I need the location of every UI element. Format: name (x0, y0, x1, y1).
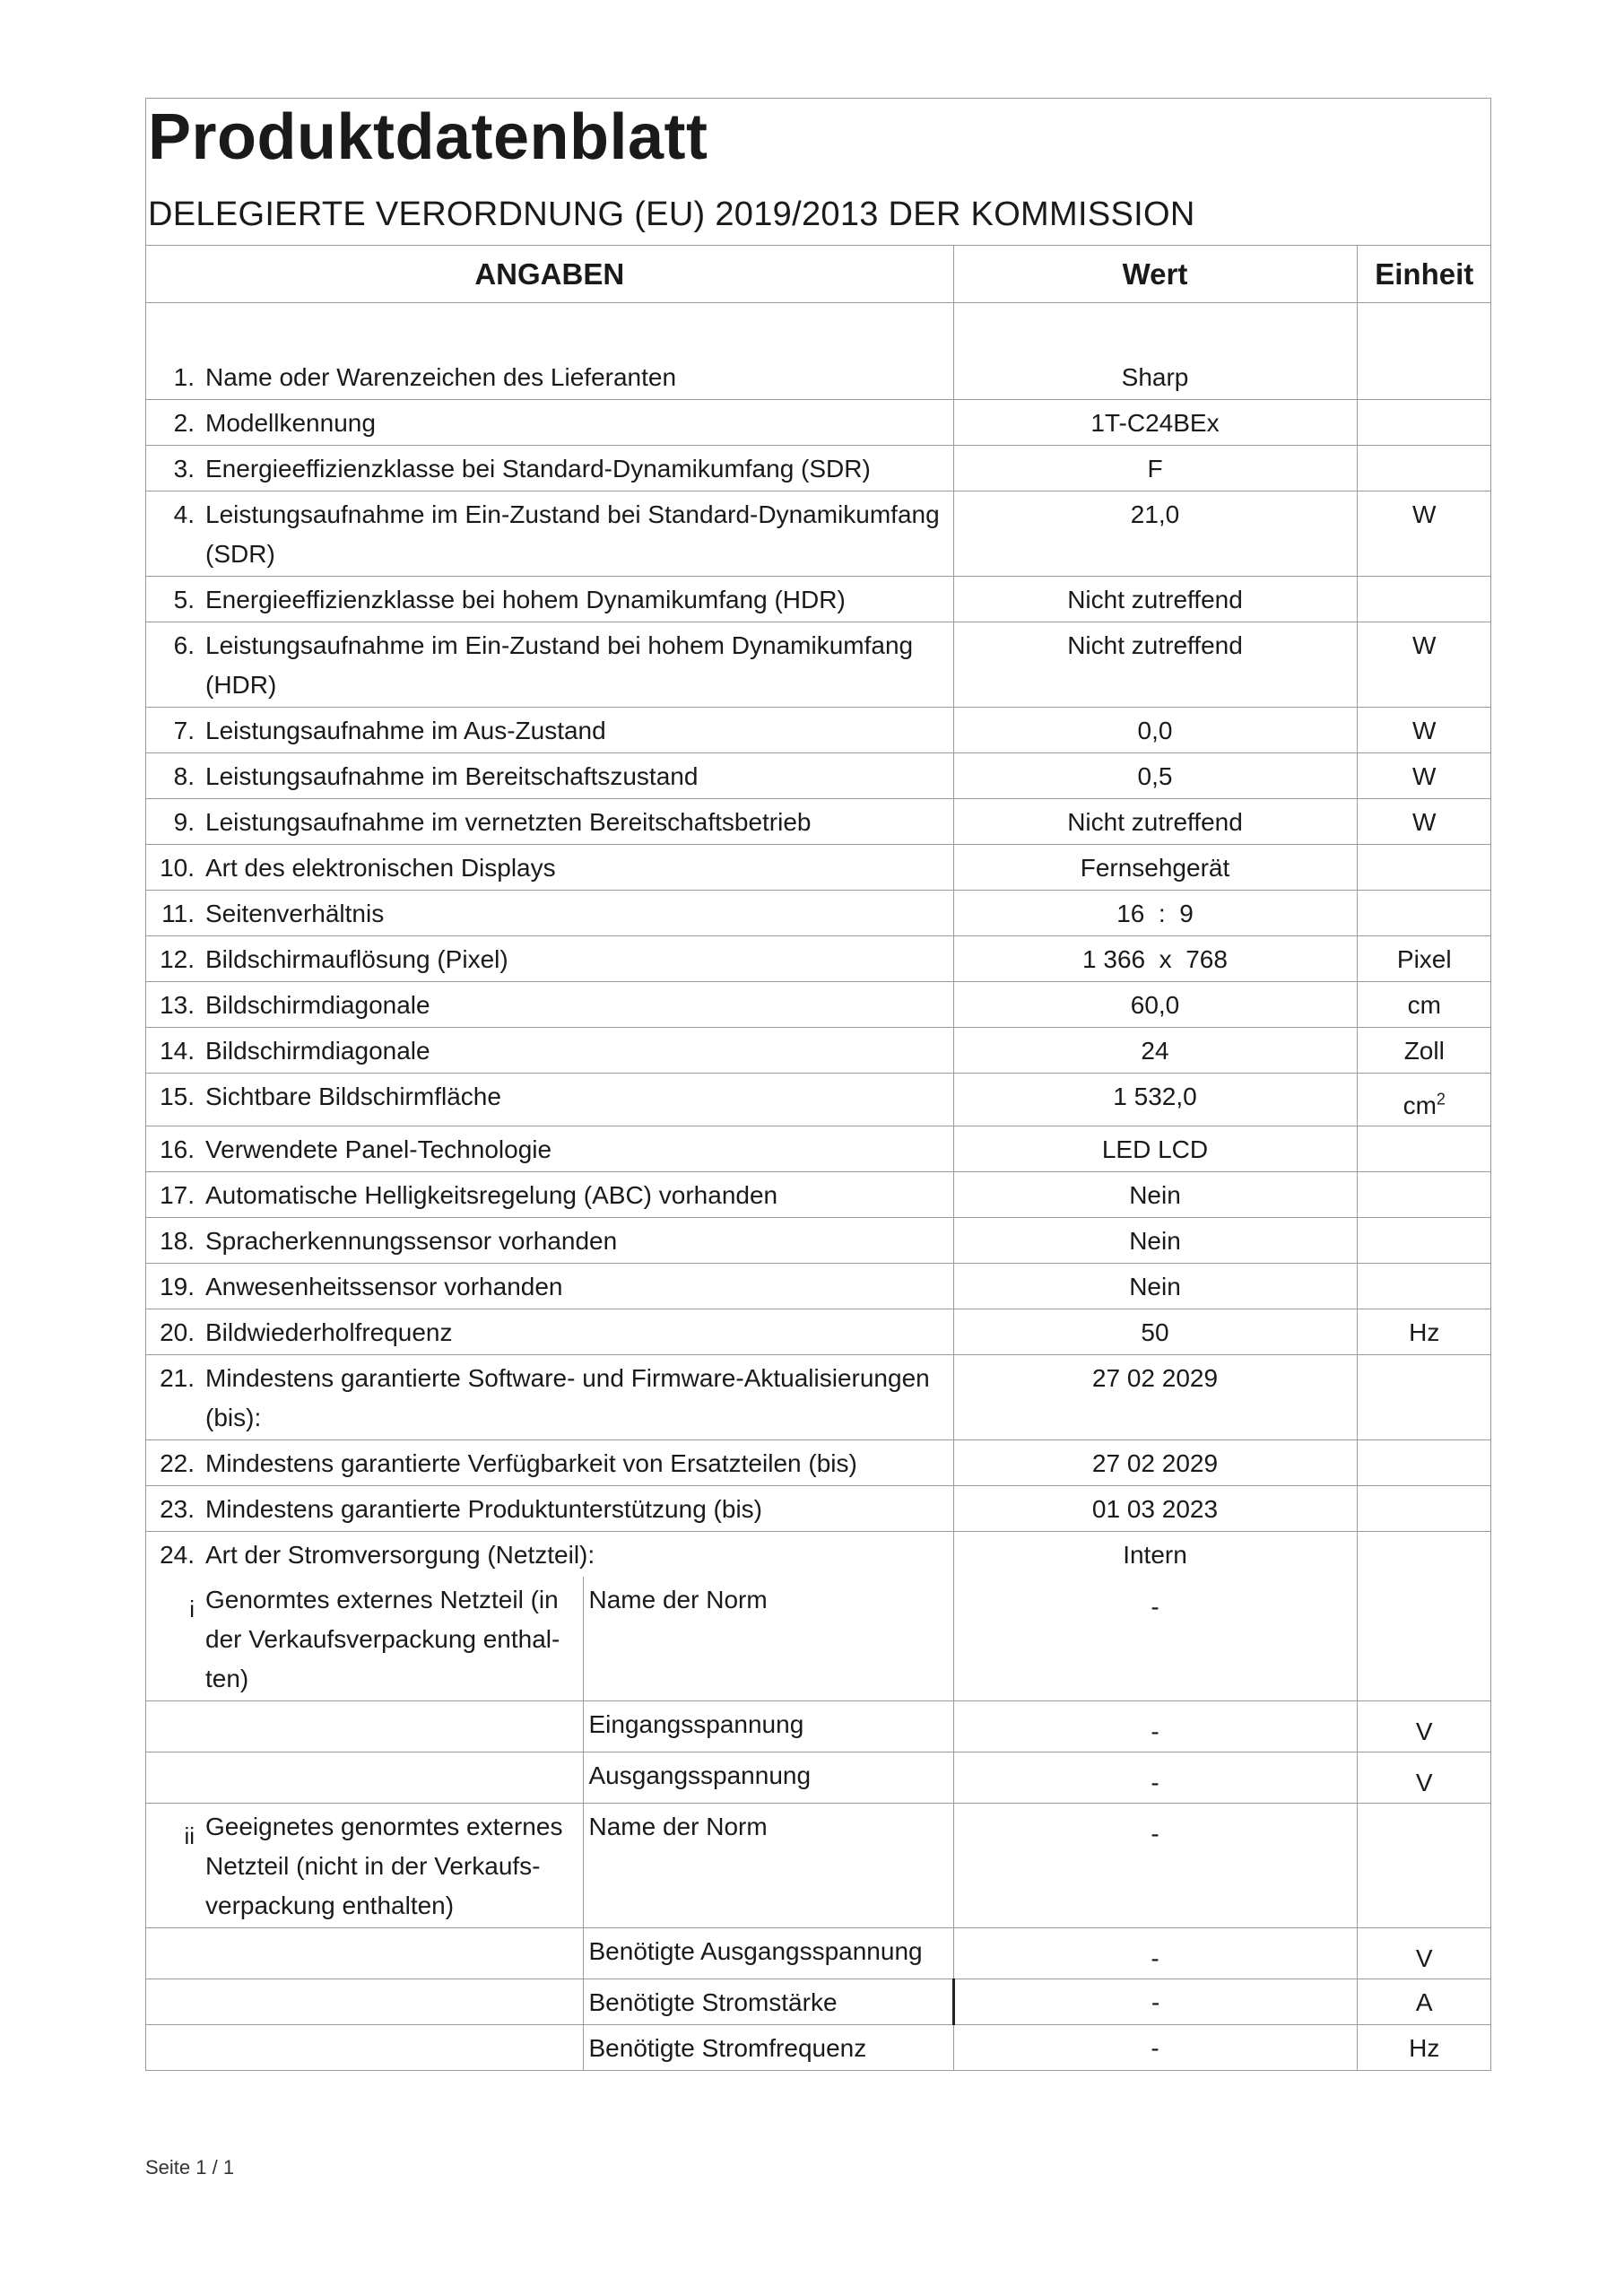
psu-i-norm-label: Name der Norm (583, 1577, 953, 1701)
row-unit (1357, 577, 1491, 622)
table-row (146, 400, 1491, 446)
table-row (146, 799, 1491, 845)
row-label: Mindestens garantierte Verfügbarkeit von Ersatzteilen (bis) (205, 1449, 857, 1477)
psu-ii-norm-value: - (953, 1804, 1357, 1928)
row-label-cell (146, 1309, 953, 1355)
row-value: 0,5 (953, 753, 1357, 799)
table-row (146, 1440, 1491, 1486)
row-value: 1 532,0 (953, 1074, 1357, 1126)
row-number: 16. (160, 1135, 195, 1163)
row-label: Modellkennung (205, 409, 376, 437)
column-header-angaben: ANGABEN (146, 246, 953, 303)
table-row (146, 1486, 1491, 1532)
row-value: Nicht zutreffend (953, 577, 1357, 622)
row-label-cell (146, 708, 953, 753)
psu-i-label: Genormtes externes Netzteil (in der Verkaufsverpackung enthal-ten) (205, 1586, 560, 1692)
row-label-cell (146, 400, 953, 446)
table-row (146, 354, 1491, 400)
psu-i-output-row (146, 1752, 1491, 1804)
row-label: Automatische Helligkeitsregelung (ABC) vorhanden (205, 1181, 778, 1209)
table-header-row (146, 246, 1491, 303)
row-number: 20. (160, 1318, 195, 1346)
row-number: 1. (173, 363, 195, 391)
psu-ii-norm-label: Name der Norm (583, 1804, 953, 1928)
row-value: Sharp (953, 354, 1357, 400)
table-row (146, 622, 1491, 708)
row-label: Leistungsaufnahme im Aus-Zustand (205, 717, 606, 744)
spec-rows (146, 354, 1491, 1577)
psu-ii-norm-row (146, 1804, 1491, 1928)
row-value: Fernsehgerät (953, 845, 1357, 891)
psu-ii-current-unit: A (1357, 1979, 1491, 2025)
row-number: 17. (160, 1181, 195, 1209)
row-label-cell (146, 799, 953, 845)
psu-i-norm-row (146, 1577, 1491, 1701)
row-label-cell (146, 1440, 953, 1486)
row-number: 18. (160, 1227, 195, 1255)
table-row (146, 1074, 1491, 1126)
unit-text: cm (1403, 1091, 1437, 1119)
psu-i-output-unit: V (1357, 1752, 1491, 1804)
psu-ii-number: ii (184, 1822, 195, 1849)
table-row (146, 577, 1491, 622)
psu-i-input-unit: V (1357, 1701, 1491, 1752)
row-value: 60,0 (953, 982, 1357, 1028)
row-value: 27 02 2029 (953, 1440, 1357, 1486)
row-label: Seitenverhältnis (205, 900, 385, 927)
row-label: Art der Stromversorgung (Netzteil): (205, 1541, 595, 1569)
row-number: 19. (160, 1273, 195, 1300)
row-label: Bildwiederholfrequenz (205, 1318, 453, 1346)
psu-i-input-label: Eingangsspannung (583, 1701, 953, 1752)
table-row (146, 1309, 1491, 1355)
row-number: 3. (173, 455, 195, 483)
psu-ii-label: Geeignetes genormtes externes Netzteil (nicht in der Verkaufs-verpackung enthalten) (205, 1813, 563, 1919)
row-value: Nein (953, 1218, 1357, 1264)
psu-i-number: i (189, 1596, 195, 1622)
row-unit (1357, 1126, 1491, 1172)
row-label-cell (146, 891, 953, 936)
psu-ii-voltage-unit: V (1357, 1928, 1491, 1979)
table-row (146, 1126, 1491, 1172)
psu-ii-current-value: - (953, 1979, 1357, 2025)
psu-i-output-value: - (953, 1752, 1357, 1804)
table-row (146, 1028, 1491, 1074)
row-label: Leistungsaufnahme im Ein-Zustand bei hohem Dynamikumfang (HDR) (205, 631, 914, 699)
row-label: Verwendete Panel-Technologie (205, 1135, 552, 1163)
row-value: LED LCD (953, 1126, 1357, 1172)
psu-ii-voltage-row (146, 1928, 1491, 1979)
row-unit (1357, 1486, 1491, 1532)
row-number: 4. (173, 500, 195, 528)
row-number: 24. (160, 1541, 195, 1569)
row-label-cell (146, 1218, 953, 1264)
row-unit: W (1357, 708, 1491, 753)
row-value: Nicht zutreffend (953, 799, 1357, 845)
row-unit: W (1357, 753, 1491, 799)
row-value: 1 366 x 768 (953, 936, 1357, 982)
column-header-einheit: Einheit (1357, 246, 1491, 303)
row-label-cell (146, 622, 953, 708)
row-label-cell (146, 577, 953, 622)
psu-i-norm-value: - (953, 1577, 1357, 1701)
row-unit: W (1357, 622, 1491, 708)
row-label-cell (146, 1172, 953, 1218)
row-unit (1357, 1172, 1491, 1218)
row-unit (1357, 400, 1491, 446)
row-number: 7. (173, 717, 195, 744)
psu-i-input-value: - (953, 1701, 1357, 1752)
row-label-cell (146, 1486, 953, 1532)
row-unit: Hz (1357, 1309, 1491, 1355)
psu-ii-frequency-value: - (953, 2025, 1357, 2071)
row-value: F (953, 446, 1357, 491)
row-unit (1357, 1532, 1491, 1578)
table-row (146, 845, 1491, 891)
psu-ii-current-label: Benötigte Stromstärke (583, 1979, 953, 2025)
row-label-cell (146, 491, 953, 577)
page-title: Produktdatenblatt (148, 101, 708, 173)
row-number: 2. (173, 409, 195, 437)
row-value: 01 03 2023 (953, 1486, 1357, 1532)
row-number: 9. (173, 808, 195, 836)
column-header-wert: Wert (953, 246, 1357, 303)
row-unit (1357, 1440, 1491, 1486)
table-row (146, 708, 1491, 753)
table-row (146, 491, 1491, 577)
row-label: Anwesenheitssensor vorhanden (205, 1273, 563, 1300)
table-row (146, 1355, 1491, 1440)
row-number: 21. (160, 1364, 195, 1392)
row-value: 27 02 2029 (953, 1355, 1357, 1440)
row-label-cell (146, 1126, 953, 1172)
row-unit (1357, 891, 1491, 936)
row-label-cell (146, 936, 953, 982)
row-label: Bildschirmauflösung (Pixel) (205, 945, 508, 973)
row-number: 15. (160, 1083, 195, 1110)
row-label: Energieeffizienzklasse bei hohem Dynamikumfang (HDR) (205, 586, 846, 613)
table-row (146, 1264, 1491, 1309)
row-label: Sichtbare Bildschirmfläche (205, 1083, 501, 1110)
row-value: 24 (953, 1028, 1357, 1074)
psu-ii-current-row (146, 1979, 1491, 2025)
row-label: Bildschirmdiagonale (205, 1037, 430, 1065)
row-unit (1357, 354, 1491, 400)
table-row (146, 1172, 1491, 1218)
row-label-cell (146, 354, 953, 400)
row-unit (1357, 1264, 1491, 1309)
psu-ii-voltage-value: - (953, 1928, 1357, 1979)
psu-i-output-label: Ausgangsspannung (583, 1752, 953, 1804)
spacer-row (146, 303, 1491, 355)
row-label-cell (146, 982, 953, 1028)
psu-i-input-row (146, 1701, 1491, 1752)
row-number: 8. (173, 762, 195, 790)
row-value: Intern (953, 1532, 1357, 1578)
row-label: Bildschirmdiagonale (205, 991, 430, 1019)
row-unit: W (1357, 799, 1491, 845)
row-value: 16 : 9 (953, 891, 1357, 936)
row-number: 13. (160, 991, 195, 1019)
row-unit (1357, 446, 1491, 491)
row-label: Mindestens garantierte Produktunterstützung (bis) (205, 1495, 762, 1523)
sheet-header (146, 99, 1490, 246)
psu-ii-frequency-unit: Hz (1357, 2025, 1491, 2071)
psu-ii-frequency-label: Benötigte Stromfrequenz (583, 2025, 953, 2071)
row-label: Leistungsaufnahme im Bereitschaftszustand (205, 762, 699, 790)
psu-ii-voltage-label: Benötigte Ausgangsspannung (583, 1928, 953, 1979)
row-value: 50 (953, 1309, 1357, 1355)
row-unit: W (1357, 491, 1491, 577)
row-label-cell (146, 1028, 953, 1074)
row-label-cell (146, 1355, 953, 1440)
row-unit: Zoll (1357, 1028, 1491, 1074)
table-row (146, 1218, 1491, 1264)
row-number: 14. (160, 1037, 195, 1065)
row-value: Nein (953, 1264, 1357, 1309)
row-label: Mindestens garantierte Software- und Firmware-Aktualisierungen (bis): (205, 1364, 930, 1431)
page-footer: Seite 1 / 1 (145, 2156, 235, 2179)
row-unit: cm (1357, 982, 1491, 1028)
row-unit: Pixel (1357, 936, 1491, 982)
row-number: 22. (160, 1449, 195, 1477)
spec-table (146, 246, 1491, 2070)
table-row (146, 446, 1491, 491)
row-label: Leistungsaufnahme im Ein-Zustand bei Standard-Dynamikumfang (SDR) (205, 500, 940, 568)
table-row (146, 982, 1491, 1028)
psu-ii-frequency-row (146, 2025, 1491, 2071)
row-unit (1357, 1074, 1491, 1126)
table-row (146, 891, 1491, 936)
row-number: 5. (173, 586, 195, 613)
row-number: 6. (173, 631, 195, 659)
row-unit (1357, 845, 1491, 891)
row-unit (1357, 1355, 1491, 1440)
row-number: 23. (160, 1495, 195, 1523)
row-label: Spracherkennungssensor vorhanden (205, 1227, 618, 1255)
row-label-cell (146, 1074, 953, 1126)
row-unit (1357, 1218, 1491, 1264)
row-label-cell (146, 446, 953, 491)
row-value: 21,0 (953, 491, 1357, 577)
row-number: 12. (160, 945, 195, 973)
datasheet (145, 98, 1491, 2071)
row-label: Art des elektronischen Displays (205, 854, 556, 882)
row-label: Energieeffizienzklasse bei Standard-Dynamikumfang (SDR) (205, 455, 871, 483)
row-label: Leistungsaufnahme im vernetzten Bereitschaftsbetrieb (205, 808, 812, 836)
regulation-subtitle: DELEGIERTE VERORDNUNG (EU) 2019/2013 DER KOMMISSION (148, 196, 1195, 233)
row-label-cell (146, 753, 953, 799)
row-label-cell (146, 1264, 953, 1309)
row-number: 11. (161, 900, 195, 927)
table-row (146, 753, 1491, 799)
row-number: 10. (160, 854, 195, 882)
row-value: 0,0 (953, 708, 1357, 753)
row-label: Name oder Warenzeichen des Lieferanten (205, 363, 677, 391)
row-value: 1T-C24BEx (953, 400, 1357, 446)
table-row (146, 936, 1491, 982)
row-value: Nicht zutreffend (953, 622, 1357, 708)
row-label-cell (146, 845, 953, 891)
table-row (146, 1532, 1491, 1578)
row-value: Nein (953, 1172, 1357, 1218)
row-label-cell (146, 1532, 953, 1578)
unit-superscript: 2 (1436, 1090, 1446, 1109)
